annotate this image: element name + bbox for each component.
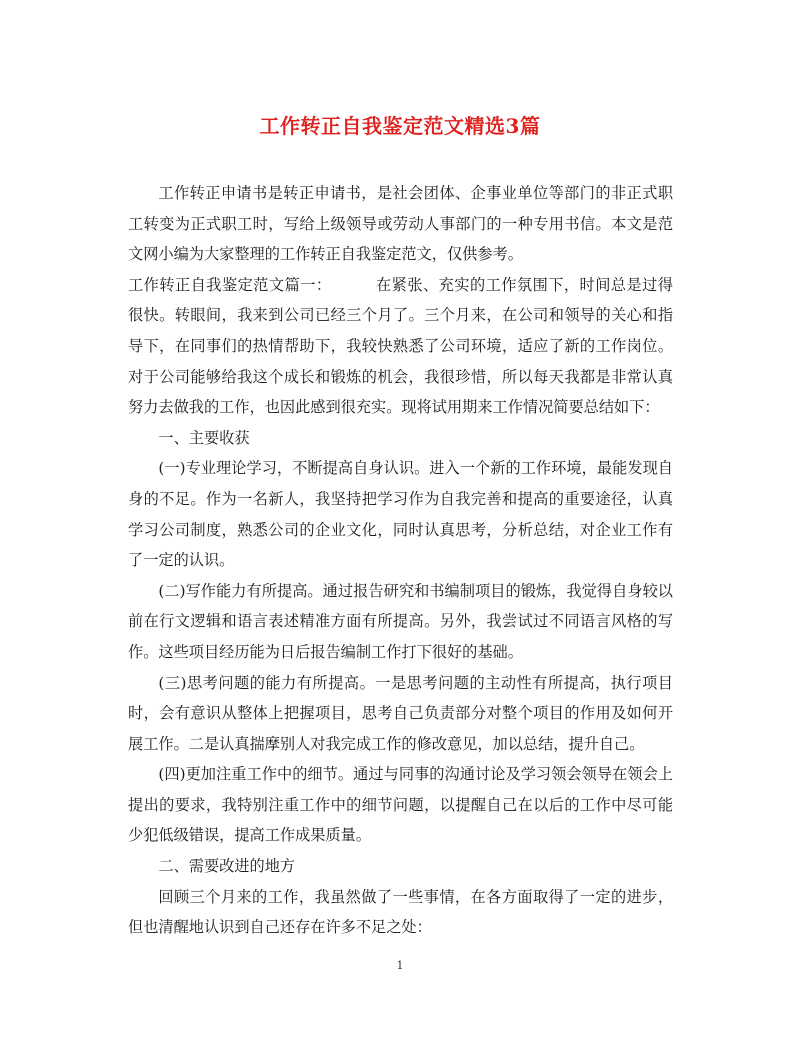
document-body <box>128 178 673 943</box>
page-number: 1 <box>396 959 404 972</box>
section-heading-gains: 一、主要收获 <box>158 428 250 447</box>
intro-paragraph: 工作转正申请书是转正申请书，是社会团体、企事业单位等部门的非正式职工转变为正式职工时，写给上级领导或劳动人事部门的一种专用书信。本文是范文网小编为大家整理的工作转正自我鉴定范文，仅供参考。 <box>128 184 673 264</box>
article-opening-paragraph <box>128 270 673 423</box>
document-title: 工作转正自我鉴定范文精选3篇 <box>259 114 541 138</box>
section-heading-improvements: 二、需要改进的地方 <box>158 857 296 876</box>
item-paragraph-4: (四)更加注重工作中的细节。通过与同事的沟通讨论及学习领会领导在领会上提出的要求，我特别注重工作中的细节问题，以提醒自己在以后的工作中尽可能少犯低级错误，提高工作成果质量。 <box>128 765 673 845</box>
item-paragraph-3: (三)思考问题的能力有所提高。一是思考问题的主动性有所提高，执行项目时，会有意识从整体上把握项目，思考自己负责部分对整个项目的作用及如何开展工作。二是认真揣摩别人对我完成工作的修改意见，加以总结，提升自己。 <box>128 673 673 753</box>
article-opening-text: 在紧张、充实的工作氛围下，时间总是过得很快。转眼间，我来到公司已经三个月了。三个月来，在公司和领导的关心和指导下，在同事们的热情帮助下，我较快熟悉了公司环境，适应了新的工作岗位。对于公司能够给我这个成长和锻炼的机会，我很珍惜，所以每天我都是非常认真努力去做我的工作，也因此感到很充实。现将试用期来工作情况简要总结如下： <box>128 275 673 417</box>
article-label: 工作转正自我鉴定范文篇一： <box>128 275 332 294</box>
item-paragraph-2: (二)写作能力有所提高。通过报告研究和书编制项目的锻炼，我觉得自身较以前在行文逻辑和语言表述精准方面有所提高。另外，我尝试过不同语言风格的写作。这些项目经历能为日后报告编制工作打下很好的基础。 <box>128 581 673 661</box>
item-paragraph-1: (一)专业理论学习，不断提高自身认识。进入一个新的工作环境，最能发现自身的不足。作为一名新人，我坚持把学习作为自我完善和提高的重要途径，认真学习公司制度，熟悉公司的企业文化，同时认真思考，分析总结，对企业工作有了一定的认识。 <box>128 459 673 570</box>
closing-paragraph: 回顾三个月来的工作，我虽然做了一些事情，在各方面取得了一定的进步，但也清醒地认识到自己还存在许多不足之处： <box>128 887 673 937</box>
